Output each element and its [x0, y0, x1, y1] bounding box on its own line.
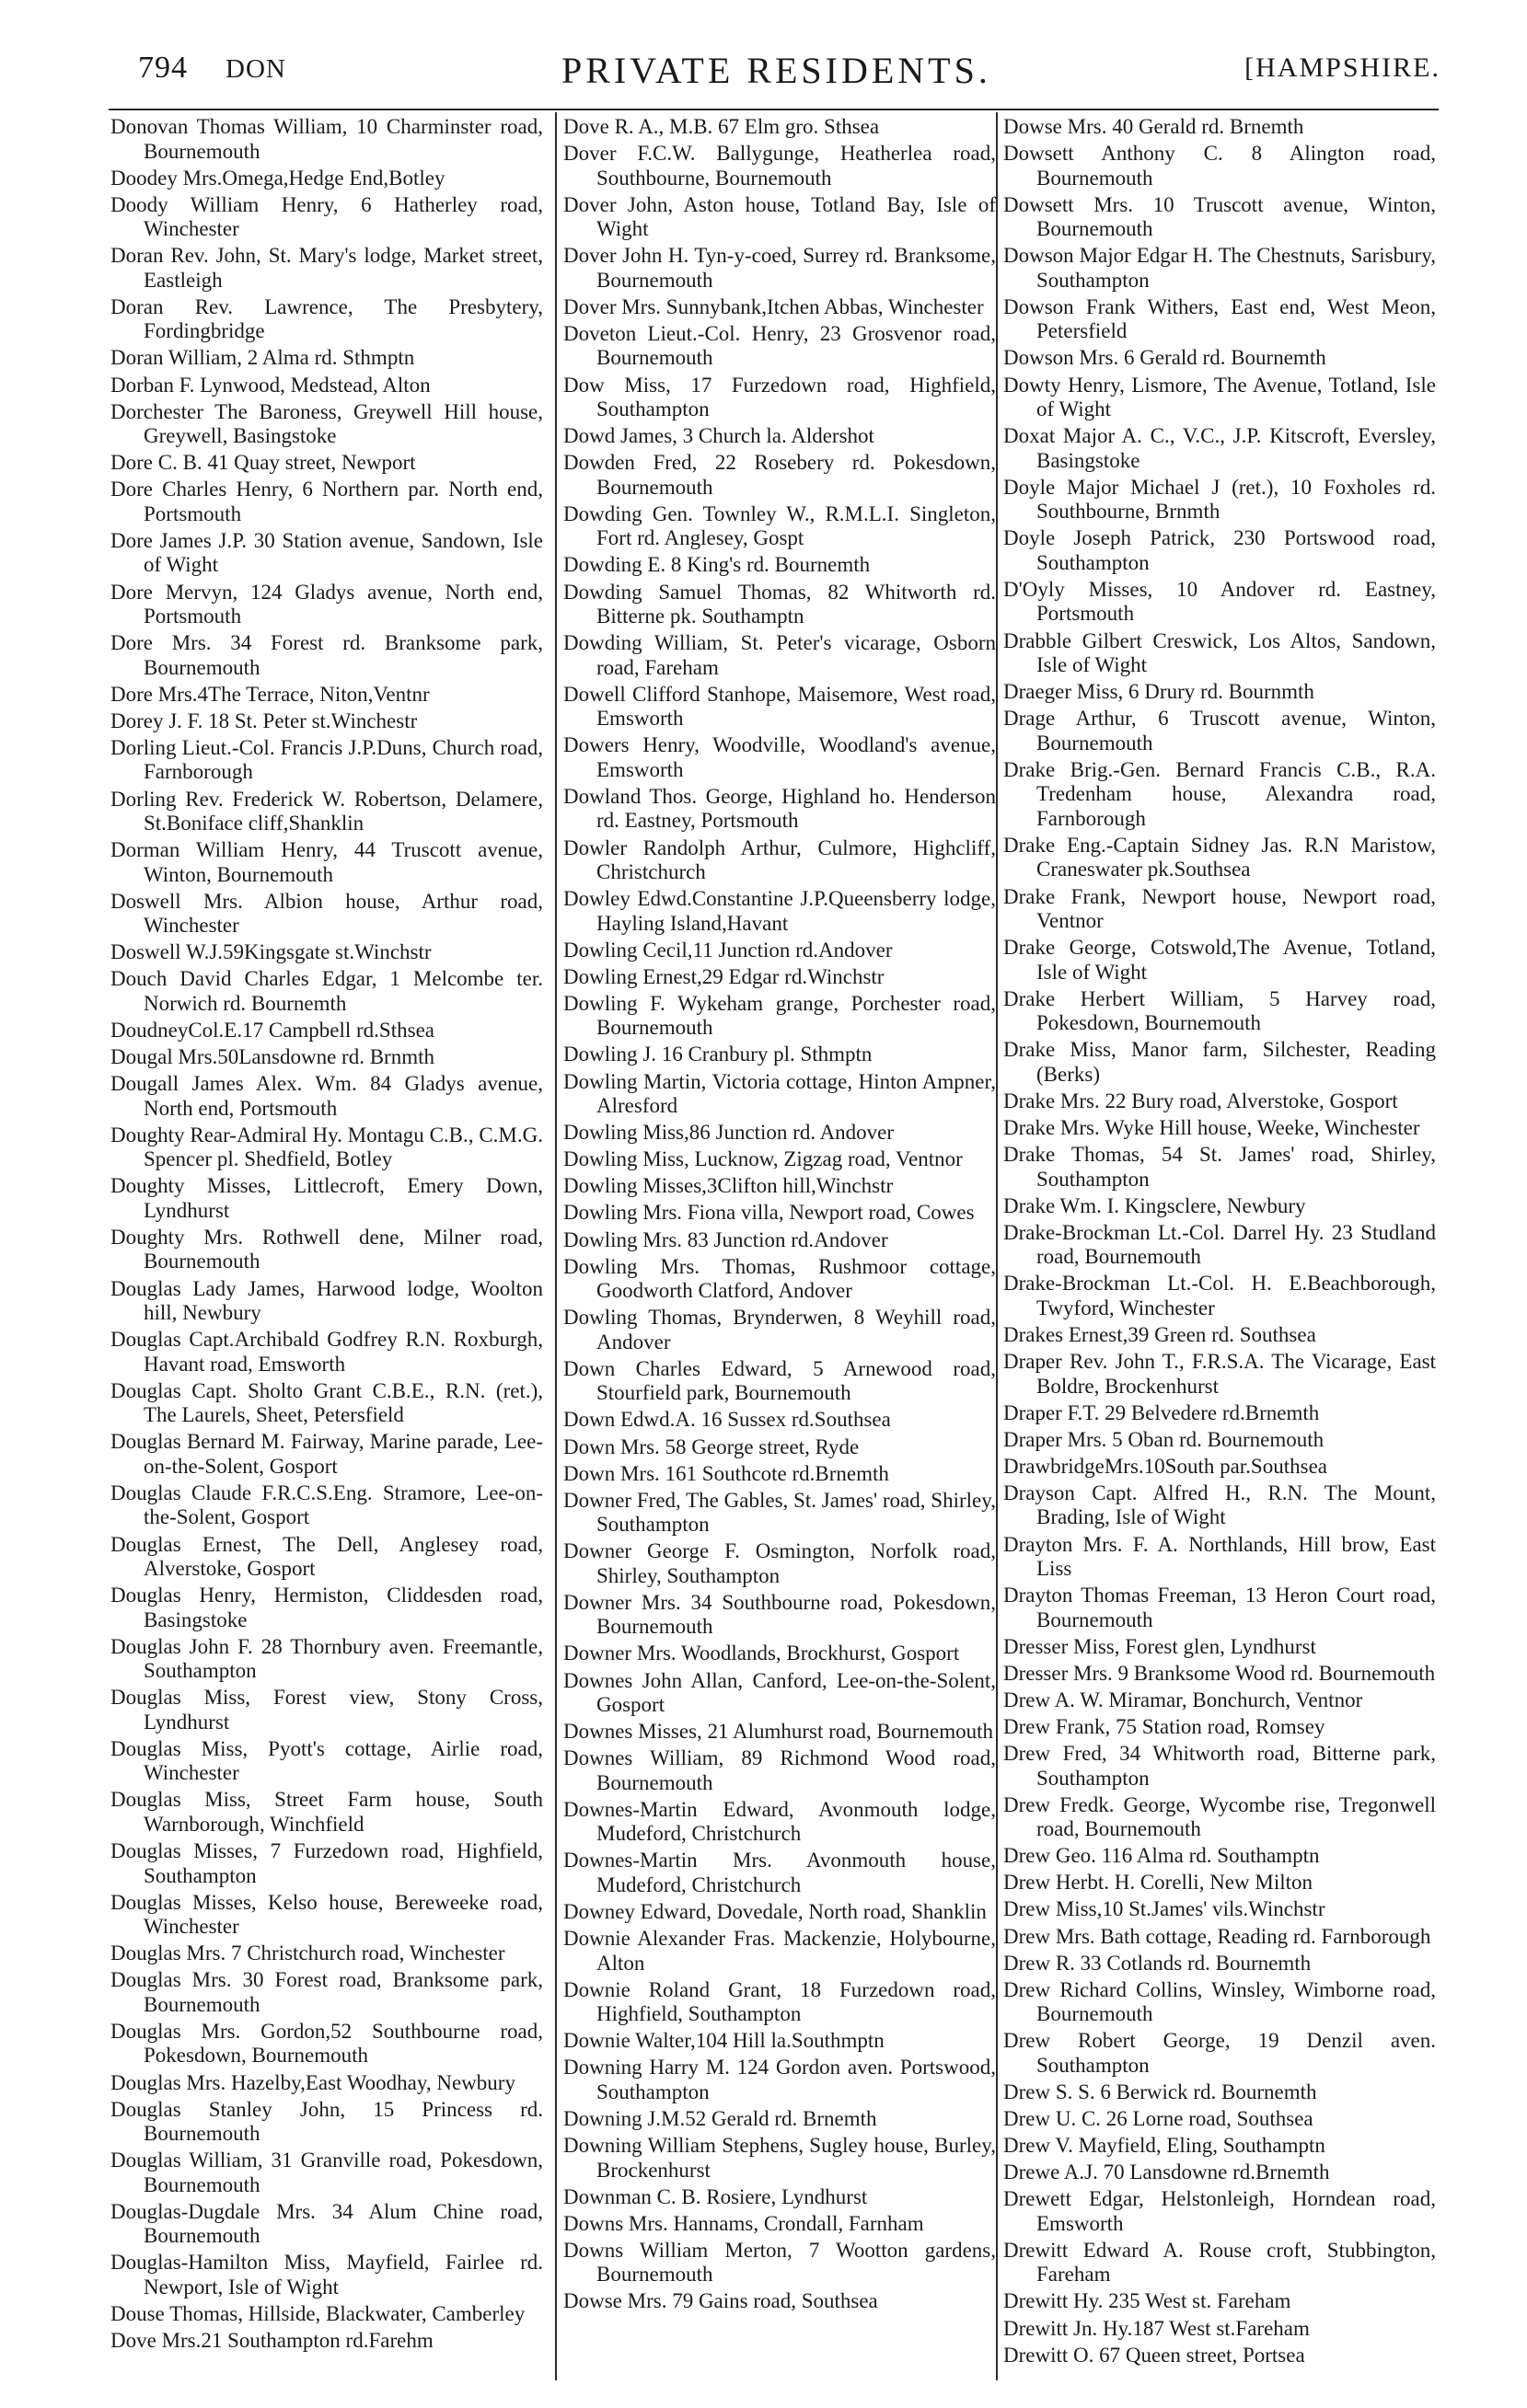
- page-title: PRIVATE RESIDENTS.: [561, 50, 991, 91]
- directory-entry: Douglas Mrs. Hazelby,East Woodhay, Newbury: [110, 2070, 515, 2094]
- directory-entry: Drewitt Edward A. Rouse croft, Stubbington, Fareham: [1003, 2238, 1436, 2287]
- directory-entry: Drayton Mrs. F. A. Northlands, Hill brow, East Liss: [1003, 1532, 1436, 1580]
- directory-entry: Dowson Frank Withers, East end, West Meon, Petersfield: [1003, 294, 1436, 343]
- directory-entry: Douglas William, 31 Granville road, Pokesdown, Bournemouth: [110, 2149, 543, 2196]
- directory-entry: Dresser Miss, Forest glen, Lyndhurst: [1003, 1634, 1316, 1658]
- directory-entry: Draper F.T. 29 Belvedere rd.Brnemth: [1003, 1400, 1320, 1424]
- directory-entry: Dorban F. Lynwood, Medstead, Alton: [110, 373, 431, 397]
- directory-entry: Dowling Miss,86 Junction rd. Andover: [563, 1121, 895, 1145]
- directory-entry: Dowling Miss, Lucknow, Zigzag road, Ventnor: [563, 1147, 963, 1171]
- directory-entry: Dowding William, St. Peter's vicarage, Osborn road, Fareham: [563, 631, 996, 679]
- directory-entry: Dore Charles Henry, 6 Northern par. North end, Portsmouth: [110, 478, 543, 525]
- directory-entry: Drew A. W. Miramar, Bonchurch, Ventnor: [1003, 1688, 1363, 1711]
- directory-entry: Downes Misses, 21 Alumhurst road, Bournemouth: [563, 1720, 994, 1744]
- directory-entry: Dover John, Aston house, Totland Bay, Isle of Wight: [563, 192, 996, 241]
- directory-entry: Dowse Mrs. 79 Gains road, Southsea: [563, 2289, 878, 2313]
- directory-entry: Downie Walter,104 Hill la.Southmptn: [563, 2029, 885, 2053]
- directory-entry: Dougall James Alex. Wm. 84 Gladys avenue, North end, Portsmouth: [110, 1072, 543, 1120]
- directory-entry: Douglas Mrs. 7 Christchurch road, Winchester: [110, 1941, 505, 1965]
- directory-entry: Doody William Henry, 6 Hatherley road, Winchester: [110, 192, 543, 241]
- directory-entry: Douglas Henry, Hermiston, Cliddesden road, Basingstoke: [110, 1584, 543, 1631]
- directory-entry: Drake George, Cotswold,The Avenue, Totland, Isle of Wight: [1003, 936, 1436, 984]
- directory-entry: Dorman William Henry, 44 Truscott avenue, Winton, Bournemouth: [110, 838, 543, 886]
- directory-entry: Down Charles Edward, 5 Arnewood road, Stourfield park, Bournemouth: [563, 1356, 996, 1405]
- directory-entry: Downer Mrs. Woodlands, Brockhurst, Gosport: [563, 1642, 960, 1665]
- directory-entry: DoudneyCol.E.17 Campbell rd.Sthsea: [110, 1018, 434, 1042]
- directory-entry: Dowling Cecil,11 Junction rd.Andover: [563, 938, 893, 962]
- directory-entry: Drew Miss,10 St.James' vils.Winchstr: [1003, 1897, 1325, 1921]
- directory-entry: Dowd James, 3 Church la. Aldershot: [563, 424, 874, 448]
- directory-entry: Douglas Stanley John, 15 Princess rd. Bournemouth: [110, 2097, 543, 2146]
- directory-entry: Doran Rev. John, St. Mary's lodge, Market street, Eastleigh: [110, 244, 543, 292]
- running-head-left: DON: [226, 54, 286, 84]
- directory-entry: Dorling Lieut.-Col. Francis J.P.Duns, Church road, Farnborough: [110, 735, 543, 784]
- directory-entry: Dowers Henry, Woodville, Woodland's avenue, Emsworth: [563, 733, 996, 781]
- directory-entry: Drew Fredk. George, Wycombe rise, Tregonwell road, Bournemouth: [1003, 1792, 1436, 1841]
- page-header: [138, 51, 1440, 106]
- directory-entry: Donovan Thomas William, 10 Charminster road, Bournemouth: [110, 115, 543, 163]
- running-head-right: [HAMPSHIRE.: [1244, 52, 1440, 83]
- directory-entry: Drew Richard Collins, Winsley, Wimborne road, Bournemouth: [1003, 1977, 1436, 2026]
- directory-entry: Douglas Misses, Kelso house, Bereweeke road, Winchester: [110, 1890, 543, 1939]
- directory-entry: Douglas Lady James, Harwood lodge, Woolton hill, Newbury: [110, 1276, 543, 1325]
- directory-entry: Douglas Mrs. 30 Forest road, Branksome park, Bournemouth: [110, 1968, 543, 2016]
- column-divider-2: [996, 112, 998, 2380]
- directory-entry: Drake-Brockman Lt.-Col. H. E.Beachborough, Twyford, Winchester: [1003, 1272, 1436, 1319]
- directory-entry: Doran William, 2 Alma rd. Sthmptn: [110, 346, 415, 370]
- directory-entry: Drewitt Hy. 235 West st. Fareham: [1003, 2289, 1291, 2313]
- directory-entry: Downing J.M.52 Gerald rd. Brnemth: [563, 2107, 877, 2130]
- directory-entry: Drew Frank, 75 Station road, Romsey: [1003, 1714, 1325, 1738]
- directory-entry: Downie Alexander Fras. Mackenzie, Holybourne, Alton: [563, 1927, 996, 1975]
- directory-entry: Doughty Rear-Admiral Hy. Montagu C.B., C.M.G. Spencer pl. Shedfield, Botley: [110, 1123, 543, 1171]
- directory-entry: Doveton Lieut.-Col. Henry, 23 Grosvenor road, Bournemouth: [563, 321, 996, 370]
- directory-entry: Drewett Edgar, Helstonleigh, Horndean road, Emsworth: [1003, 2187, 1436, 2235]
- header-rule: [109, 109, 1439, 110]
- directory-entry: Drake Herbert William, 5 Harvey road, Pokesdown, Bournemouth: [1003, 986, 1436, 1035]
- directory-entry: Dorling Rev. Frederick W. Robertson, Delamere, St.Boniface cliff,Shanklin: [110, 787, 543, 835]
- directory-entry: Drake Miss, Manor farm, Silchester, Reading (Berks): [1003, 1038, 1436, 1086]
- directory-entry: Drake Eng.-Captain Sidney Jas. R.N Maristow, Craneswater pk.Southsea: [1003, 833, 1436, 881]
- directory-entry: Downs Mrs. Hannams, Crondall, Farnham: [563, 2211, 924, 2235]
- directory-entry: Drew U. C. 26 Lorne road, Southsea: [1003, 2107, 1313, 2130]
- entries-column-1: [110, 115, 543, 2356]
- directory-entry: Dowse Mrs. 40 Gerald rd. Brnemth: [1003, 115, 1304, 138]
- directory-entry: Dowling F. Wykeham grange, Porchester road, Bournemouth: [563, 991, 996, 1040]
- directory-entry: Douglas Mrs. Gordon,52 Southbourne road, Pokesdown, Bournemouth: [110, 2019, 543, 2068]
- directory-entry: Drewitt Jn. Hy.187 West st.Fareham: [1003, 2316, 1310, 2340]
- directory-entry: Dowling Thomas, Brynderwen, 8 Weyhill road, Andover: [563, 1306, 996, 1354]
- directory-entry: Dover John H. Tyn-y-coed, Surrey rd. Branksome, Bournemouth: [563, 244, 996, 292]
- directory-entry: Douglas Miss, Pyott's cottage, Airlie road, Winchester: [110, 1736, 543, 1785]
- directory-entry: Drewe A.J. 70 Lansdowne rd.Brnemth: [1003, 2160, 1330, 2184]
- directory-entry: Douglas Bernard M. Fairway, Marine parade, Lee-on-the-Solent, Gosport: [110, 1430, 543, 1478]
- directory-entry: Dowland Thos. George, Highland ho. Henderson rd. Eastney, Portsmouth: [563, 784, 996, 833]
- directory-entry: Drake Mrs. 22 Bury road, Alverstoke, Gosport: [1003, 1089, 1398, 1112]
- directory-entry: Drake Frank, Newport house, Newport road, Ventnor: [1003, 884, 1436, 932]
- directory-entry: Draper Mrs. 5 Oban rd. Bournemouth: [1003, 1427, 1325, 1451]
- directory-entry: Dowson Mrs. 6 Gerald rd. Bournemth: [1003, 346, 1326, 370]
- directory-entry: Doodey Mrs.Omega,Hedge End,Botley: [110, 166, 445, 190]
- directory-entry: Doughty Mrs. Rothwell dene, Milner road, Bournemouth: [110, 1225, 543, 1273]
- directory-entry: Drake Mrs. Wyke Hill house, Weeke, Winchester: [1003, 1115, 1420, 1139]
- directory-entry: Dove Mrs.21 Southampton rd.Farehm: [110, 2329, 434, 2353]
- directory-entry: Doxat Major A. C., V.C., J.P. Kitscroft, Eversley, Basingstoke: [1003, 424, 1436, 472]
- directory-entry: Dowding E. 8 King's rd. Bournemth: [563, 553, 871, 577]
- directory-entry: Drew V. Mayfield, Eling, Southamptn: [1003, 2134, 1325, 2158]
- directory-entry: Dow Miss, 17 Furzedown road, Highfield, Southampton: [563, 373, 996, 421]
- directory-entry: Drabble Gilbert Creswick, Los Altos, Sandown, Isle of Wight: [1003, 628, 1436, 677]
- directory-entry: Dowling Mrs. 83 Junction rd.Andover: [563, 1227, 888, 1251]
- directory-entry: Drewitt O. 67 Queen street, Portsea: [1003, 2343, 1305, 2367]
- directory-entry: Drake Thomas, 54 St. James' road, Shirley, Southampton: [1003, 1143, 1436, 1191]
- directory-entry: Downey Edward, Dovedale, North road, Shanklin: [563, 1900, 987, 1924]
- directory-entry: Dore James J.P. 30 Station avenue, Sandown, Isle of Wight: [110, 528, 543, 577]
- directory-entry: Draeger Miss, 6 Drury rd. Bournmth: [1003, 680, 1314, 704]
- directory-entry: Doyle Joseph Patrick, 230 Portswood road, Southampton: [1003, 526, 1436, 574]
- directory-entry: Dowding Samuel Thomas, 82 Whitworth rd. Bitterne pk. Southamptn: [563, 580, 996, 628]
- directory-entry: Douglas Miss, Street Farm house, South Warnborough, Winchfield: [110, 1788, 543, 1836]
- directory-entry: Dowsett Mrs. 10 Truscott avenue, Winton, Bournemouth: [1003, 192, 1436, 241]
- directory-entry: Dorchester The Baroness, Greywell Hill house, Greywell, Basingstoke: [110, 399, 543, 448]
- directory-entry: Douglas Miss, Forest view, Stony Cross, Lyndhurst: [110, 1686, 543, 1734]
- directory-entry: Drakes Ernest,39 Green rd. Southsea: [1003, 1322, 1316, 1346]
- directory-entry: Downie Roland Grant, 18 Furzedown road, Highfield, Southampton: [563, 1977, 996, 2026]
- directory-entry: Down Mrs. 58 George street, Ryde: [563, 1434, 860, 1458]
- directory-entry: Doughty Misses, Littlecroft, Emery Down, Lyndhurst: [110, 1174, 543, 1222]
- directory-entry: Draper Rev. John T., F.R.S.A. The Vicarage, East Boldre, Brockenhurst: [1003, 1350, 1436, 1398]
- directory-entry: Drew Geo. 116 Alma rd. Southamptn: [1003, 1844, 1320, 1868]
- directory-entry: Dowling Mrs. Fiona villa, Newport road, Cowes: [563, 1201, 975, 1225]
- directory-entry: Dowling Martin, Victoria cottage, Hinton Ampner, Alresford: [563, 1069, 996, 1118]
- directory-entry: Dougal Mrs.50Lansdowne rd. Brnmth: [110, 1045, 434, 1069]
- directory-entry: Drake Brig.-Gen. Bernard Francis C.B., R.A. Tredenham house, Alexandra road, Farnborough: [1003, 757, 1436, 830]
- entries-column-3: [1003, 115, 1436, 2370]
- directory-entry: Dowley Edwd.Constantine J.P.Queensberry lodge, Hayling Island,Havant: [563, 887, 996, 935]
- directory-entry: Doran Rev. Lawrence, The Presbytery, Fordingbridge: [110, 294, 543, 343]
- directory-entry: Dover F.C.W. Ballygunge, Heatherlea road, Southbourne, Bournemouth: [563, 142, 996, 190]
- directory-entry: Dowty Henry, Lismore, The Avenue, Totland, Isle of Wight: [1003, 373, 1436, 421]
- directory-entry: Douglas-Dugdale Mrs. 34 Alum Chine road, Bournemouth: [110, 2199, 543, 2248]
- directory-entry: Doswell W.J.59Kingsgate st.Winchstr: [110, 940, 432, 964]
- directory-entry: Downs William Merton, 7 Wootton gardens, Bournemouth: [563, 2238, 996, 2287]
- directory-entry: Drew Robert George, 19 Denzil aven. Southampton: [1003, 2029, 1436, 2077]
- directory-entry: Downer George F. Osmington, Norfolk road, Shirley, Southampton: [563, 1539, 996, 1587]
- directory-entry: Drew Herbt. H. Corelli, New Milton: [1003, 1871, 1313, 1895]
- directory-entry: Drake Wm. I. Kingsclere, Newbury: [1003, 1193, 1306, 1217]
- directory-entry: Drew Mrs. Bath cottage, Reading rd. Farnborough: [1003, 1924, 1431, 1948]
- directory-entry: Drew R. 33 Cotlands rd. Bournemth: [1003, 1951, 1312, 1975]
- directory-entry: Douglas Ernest, The Dell, Anglesey road, Alverstoke, Gosport: [110, 1532, 543, 1580]
- directory-entry: Drew Fred, 34 Whitworth road, Bitterne park, Southampton: [1003, 1742, 1436, 1790]
- directory-entry: Drake-Brockman Lt.-Col. Darrel Hy. 23 Studland road, Bournemouth: [1003, 1220, 1436, 1269]
- directory-entry: Douglas Capt.Archibald Godfrey R.N. Roxburgh, Havant road, Emsworth: [110, 1328, 543, 1376]
- directory-entry: Downes William, 89 Richmond Wood road, Bournemouth: [563, 1746, 996, 1794]
- directory-entry: Downer Fred, The Gables, St. James' road, Shirley, Southampton: [563, 1488, 996, 1537]
- directory-entry: Douglas John F. 28 Thornbury aven. Freemantle, Southampton: [110, 1634, 543, 1683]
- directory-entry: Dore Mervyn, 124 Gladys avenue, North end, Portsmouth: [110, 580, 543, 628]
- directory-entry: Downes John Allan, Canford, Lee-on-the-Solent, Gosport: [563, 1668, 996, 1717]
- column-divider-1: [555, 112, 557, 2380]
- page-number: 794: [138, 51, 188, 85]
- directory-entry: Douse Thomas, Hillside, Blackwater, Camberley: [110, 2302, 526, 2325]
- directory-entry: Dore C. B. 41 Quay street, Newport: [110, 451, 416, 475]
- directory-entry: Drew S. S. 6 Berwick rd. Bournemth: [1003, 2080, 1317, 2103]
- directory-entry: Drayson Capt. Alfred H., R.N. The Mount, Brading, Isle of Wight: [1003, 1481, 1436, 1529]
- directory-entry: Dorey J. F. 18 St. Peter st.Winchestr: [110, 709, 418, 732]
- directory-entry: Downing Harry M. 124 Gordon aven. Portswood, Southampton: [563, 2056, 996, 2103]
- directory-entry: Doyle Major Michael J (ret.), 10 Foxholes rd. Southbourne, Brnmth: [1003, 475, 1436, 524]
- directory-entry: Dowling Misses,3Clifton hill,Winchstr: [563, 1174, 894, 1198]
- directory-entry: Downer Mrs. 34 Southbourne road, Pokesdown, Bournemouth: [563, 1590, 996, 1639]
- directory-entry: Dover Mrs. Sunnybank,Itchen Abbas, Winchester: [563, 294, 984, 318]
- directory-entry: Downes-Martin Mrs. Avonmouth house, Mudeford, Christchurch: [563, 1849, 996, 1896]
- directory-entry: Dowson Major Edgar H. The Chestnuts, Sarisbury, Southampton: [1003, 244, 1436, 292]
- directory-entry: Dresser Mrs. 9 Branksome Wood rd. Bournemouth: [1003, 1661, 1436, 1685]
- directory-entry: Douglas Misses, 7 Furzedown road, Highfield, Southampton: [110, 1839, 543, 1887]
- directory-entry: DrawbridgeMrs.10South par.Southsea: [1003, 1454, 1327, 1478]
- directory-entry: Down Edwd.A. 16 Sussex rd.Southsea: [563, 1408, 891, 1432]
- directory-entry: Downing William Stephens, Sugley house, Burley, Brockenhurst: [563, 2134, 996, 2182]
- directory-entry: Douglas Claude F.R.C.S.Eng. Stramore, Lee-on-the-Solent, Gosport: [110, 1481, 543, 1529]
- directory-entry: Dowling Ernest,29 Edgar rd.Winchstr: [563, 964, 885, 988]
- directory-entry: Drage Arthur, 6 Truscott avenue, Winton, Bournemouth: [1003, 707, 1436, 755]
- directory-entry: Dore Mrs. 34 Forest rd. Branksome park, Bournemouth: [110, 631, 543, 679]
- directory-entry: Doswell Mrs. Albion house, Arthur road, Winchester: [110, 889, 543, 938]
- directory-entry: Downes-Martin Edward, Avonmouth lodge, Mudeford, Christchurch: [563, 1797, 996, 1846]
- directory-entry: Dowling J. 16 Cranbury pl. Sthmptn: [563, 1043, 873, 1066]
- directory-entry: D'Oyly Misses, 10 Andover rd. Eastney, Portsmouth: [1003, 577, 1436, 626]
- directory-entry: Douch David Charles Edgar, 1 Melcombe ter. Norwich rd. Bournemth: [110, 967, 543, 1015]
- directory-entry: Drayton Thomas Freeman, 13 Heron Court road, Bournemouth: [1003, 1584, 1436, 1631]
- directory-entry: Dowsett Anthony C. 8 Alington road, Bournemouth: [1003, 142, 1436, 190]
- directory-entry: Dowding Gen. Townley W., R.M.L.I. Singleton, Fort rd. Anglesey, Gospt: [563, 501, 996, 550]
- directory-entry: Dowell Clifford Stanhope, Maisemore, West road, Emsworth: [563, 682, 996, 731]
- directory-entry: Dove R. A., M.B. 67 Elm gro. Sthsea: [563, 115, 880, 138]
- directory-entry: Dowling Mrs. Thomas, Rushmoor cottage, Goodworth Clatford, Andover: [563, 1254, 996, 1303]
- directory-entry: Douglas-Hamilton Miss, Mayfield, Fairlee rd. Newport, Isle of Wight: [110, 2251, 543, 2299]
- directory-entry: Dowden Fred, 22 Rosebery rd. Pokesdown, Bournemouth: [563, 451, 996, 499]
- directory-entry: Douglas Capt. Sholto Grant C.B.E., R.N. (ret.), The Laurels, Sheet, Petersfield: [110, 1378, 543, 1427]
- directory-entry: Dore Mrs.4The Terrace, Niton,Ventnr: [110, 682, 430, 706]
- directory-entry: Dowler Randolph Arthur, Culmore, Highcliff, Christchurch: [563, 835, 996, 883]
- directory-entry: Downman C. B. Rosiere, Lyndhurst: [563, 2184, 868, 2208]
- directory-entry: Down Mrs. 161 Southcote rd.Brnemth: [563, 1461, 889, 1485]
- entries-column-2: [563, 115, 996, 2317]
